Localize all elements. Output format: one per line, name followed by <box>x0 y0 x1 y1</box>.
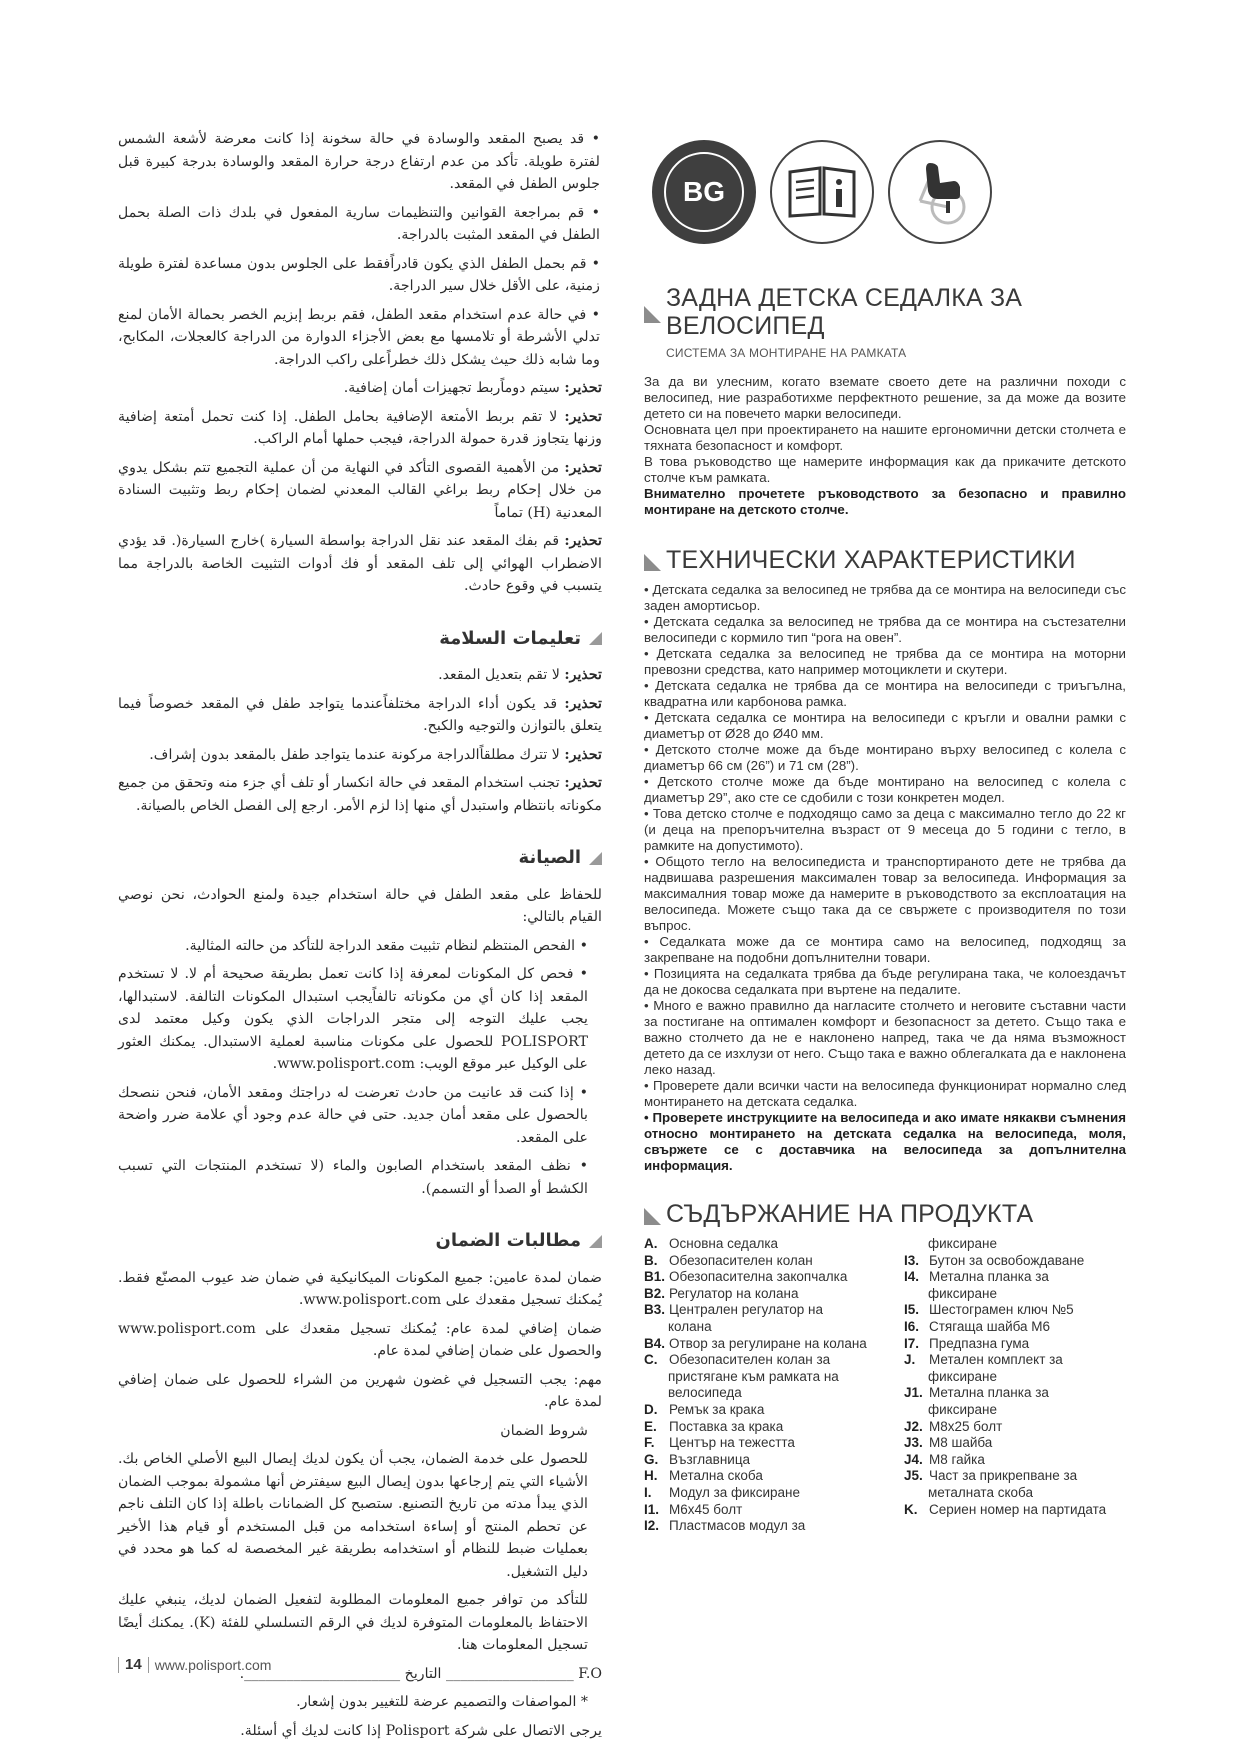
item-label: Регулатор на колана <box>669 1285 799 1301</box>
intro-text <box>644 374 1126 518</box>
item-key: G. <box>644 1451 659 1467</box>
item-key: B3. <box>644 1302 666 1318</box>
paragraph: За да ви улесним, когато вземате своето дете на различни походи с велосипед, ние разработихме перфектното решение, за да може да возите детето си на повечето марки велосипеди. <box>644 374 1126 421</box>
item-key: I7. <box>904 1335 920 1351</box>
list-item: • نظف المقعد باستخدام الصابون والماء (لا تستخدم المنتجات التي تسبب الكشط أو الصدأ أو التسمم). <box>118 1158 588 1197</box>
warning-item: تحذير: قد يكون أداء الدراجة مختلفاًعندما يتواجد طفل في المقعد خصوصاً فيما يتعلق بالتوازن والتوجيه والكبح. <box>118 695 602 734</box>
list-item: • Детската седалка се монтира на велосипеди с кръгли и овални рамки с диаметър от Ø28 до Ø40 мм. <box>644 710 1126 741</box>
item-label: Поставка за крака <box>669 1418 784 1434</box>
item-key: K. <box>904 1501 918 1517</box>
manual-info-icon <box>770 140 874 244</box>
triangle-marker-icon <box>644 1208 661 1225</box>
contents-column <box>904 1236 1124 1535</box>
footnote: * المواصفات والتصميم عرضة للتغيير بدون إشعار. <box>296 1694 588 1710</box>
list-item: • Много е важно правилно да нагласите столчето и неговите съставни части за постигане на оптимален комфорт и безопасност за детето. Също така е важно столчето да не е наклонено напред, така че да няма възможност детето да се изхлузи от него. Също така е важно облегалката да е наклонена леко назад. <box>644 998 1126 1077</box>
list-item: • Проверете дали всички части на велосипеда функционират нормално след монтирането на детската седалка. <box>644 1078 1126 1109</box>
item-key: B. <box>644 1252 658 1268</box>
item-label: фиксиране <box>928 1401 997 1417</box>
tech-list <box>644 582 1126 1174</box>
paragraph: В това ръководство ще намерите информация как да прикачите детското столче към рамката. <box>644 454 1126 485</box>
paragraph: Внимателно прочетете ръководството за безопасно и правилно монтиране на детското столче. <box>644 486 1126 517</box>
list-item: • Позицията на седалката трябва да бъде регулирана така, че колоездачът да не докосва седалката при въртене на педалите. <box>644 966 1126 997</box>
list-item: • Детската седалка не трябва да се монтира на велосипеди с триъгълна, квадратна или карбонова рамка. <box>644 678 1126 709</box>
paragraph: للحفاظ على مقعد الطفل في حالة استخدام جيدة ولمنع الحوادث، نحن نوصي القيام بالتالي: <box>118 886 602 925</box>
item-label: фиксиране <box>928 1368 997 1384</box>
contents-item <box>644 1236 888 1253</box>
list-item: • فحص كل المكونات لمعرفة إذا كانت تعمل بطريقة صحيحة أم لا. لا تستخدم المقعد إذا كان أي من مكوناته تالفاًيجب استبدال المكونات التالفة. لاستبدالها، يجب عليك التوجه إلى متجر الدراجات الذي يكون وكيل معتمد لدى POLISPORT للحصول على مكونات مناسبة لعملية الاستبدال. يمكنك العثور على الوكيل عبر موقع الويب: www.polisport.com. <box>118 966 588 1072</box>
contents-item <box>644 1385 888 1402</box>
item-key: I5. <box>904 1302 920 1318</box>
item-label: Метална планка за <box>929 1385 1049 1401</box>
list-item: • قد يصبح المقعد والوسادة في حالة سخونة إذا كانت معرضة لأشعة الشمس لفترة طويلة. تأكد من عدم ارتفاع درجة حرارة المقعد والوسادة بدرجة كبيرة قبل جلوس الطفل في المقعد. <box>118 131 600 192</box>
item-label: Предпазна гума <box>929 1335 1030 1351</box>
signature-line: F.O __________________ التاريخ ______________________. <box>239 1665 602 1682</box>
item-label: Метална планка за <box>929 1269 1049 1285</box>
list-item: • Детското столче може да бъде монтирано на велосипед с колела с диаметър 29”, ако сте се сдобили с този конкретен модел. <box>644 774 1126 805</box>
footer-url[interactable]: www.polisport.com <box>154 1656 272 1673</box>
triangle-marker-icon <box>589 632 602 645</box>
item-label: Обезопасителен колан за <box>669 1352 831 1368</box>
list-item: • قم بحمل الطفل الذي يكون قادراًفقط على الجلوس بدون مساعدة لفترة طويلة زمنية، على الأقل خلال سير الدراجة. <box>118 255 600 294</box>
item-key: J. <box>904 1352 916 1368</box>
contents-item <box>644 1419 888 1436</box>
warning-item: تحذير: تجنب استخدام المقعد في حالة انكسار أو تلف أي جزء منه وتحقق من جميع مكوناته بانتظام واستبدل أي منها إذا لزم الأمر. ارجع إلى الفصل الخاص بالصيانة. <box>118 775 602 814</box>
bike-seat-icon <box>888 140 992 244</box>
section-heading-contents: СЪДЪРЖАНИЕ НА ПРОДУКТА <box>644 1200 1126 1228</box>
list-item: • في حالة عدم استخدام مقعد الطفل، فقم بربط إبزيم الخصر بحمالة الأمان لمنع تدلي الأشرطة أو تلامسها مع بعض الأجزاء الدوارة من الدراجة كالعجلات، المكابح، وما شابه ذلك حيث يشكل ذلك خطراًعلى راكب الدراجة. <box>118 306 600 368</box>
contents-item <box>644 1352 888 1369</box>
item-label: M8 гайка <box>929 1451 985 1467</box>
item-label: Отвор за регулиране на колана <box>669 1335 867 1351</box>
contents-item <box>644 1485 888 1502</box>
arabic-column <box>118 128 602 1748</box>
item-label: Възглавница <box>669 1451 751 1467</box>
contents-item <box>644 1336 888 1353</box>
contents-item <box>644 1269 888 1286</box>
page-subtitle: СИСТЕМА ЗА МОНТИРАНЕ НА РАМКАТА <box>666 346 907 360</box>
item-key: B2. <box>644 1285 666 1301</box>
list-item: • Седалката може да се монтира само на велосипед, подходящ за закрепване на подобни допълнителни товари. <box>644 934 1126 965</box>
contents-item <box>904 1385 1124 1402</box>
paragraph: للتأكد من توافر جميع المعلومات المطلوبة لتفعيل الضمان لديك، ينبغي عليك الاحتفاظ بالمعلومات المتوفرة لديك في الرقم التسلسلي للفئة (K). يمكنك أيضًا تسجيل المعلومات هنا. <box>118 1592 588 1653</box>
item-key: I1. <box>644 1501 660 1517</box>
item-label: Ремък за крака <box>669 1401 765 1417</box>
paragraph: للحصول على خدمة الضمان، يجب أن يكون لديك إيصال البيع الأصلي الخاص بك. الأشياء التي يتم إرجاعها بدون إيصال البيع سيفترض أنها مشمولة بموجب الضمان الذي يبدأ مدته من تاريخ التصنيع. ستصبح كل الضمانات باطلة إذا كان التلف ناجم عن تحطم المنتج أو إساءة استخدامه من قبل المستخدم أو قيام هذا الأخير بعمليات ضبط للنظام أو استخدامه بطريقة غير المخصصة له كما هو محدد في دليل التشغيل. <box>118 1451 588 1580</box>
contents-item <box>644 1435 888 1452</box>
contents-item <box>644 1302 888 1319</box>
item-label: Обезопасителна закопчалка <box>669 1269 848 1285</box>
warning-item: تحذير: سيتم دوماًربط تجهيزات أمان إضافية. <box>343 380 602 396</box>
contents-item <box>904 1253 1124 1270</box>
list-item: • الفحص المنتظم لنظام تثبيت مقعد الدراجة للتأكد من حالته المثالية. <box>185 937 588 954</box>
contents-column <box>644 1236 888 1535</box>
item-key: I3. <box>904 1252 920 1268</box>
page-number: 14 <box>125 1656 142 1673</box>
contents-item <box>904 1435 1124 1452</box>
item-key: J1. <box>904 1385 923 1401</box>
item-label: металната скоба <box>928 1484 1033 1500</box>
item-key: J2. <box>904 1418 923 1434</box>
list-item: • قم بمراجعة القوانين والتنظيمات سارية المفعول في بلدك ذات الصلة بحمل الطفل في المقعد المثبت بالدراجة. <box>118 204 600 243</box>
list-item: • Детската седалка за велосипед не трябва да се монтира на моторни превозни средства, като например мотоциклети и скутери. <box>644 646 1126 677</box>
item-label: Стягаща шайба M6 <box>929 1318 1051 1334</box>
contents-item <box>644 1402 888 1419</box>
contact-note: يرجى الاتصال على شركة Polisport إذا كانت لديك أي أسئلة. <box>240 1722 602 1739</box>
item-key: I2. <box>644 1518 660 1534</box>
contents-list <box>644 1236 1126 1535</box>
item-label: M8 шайба <box>929 1435 993 1451</box>
section-heading-maintenance: الصيانة <box>118 847 602 870</box>
item-label: Централен регулатор на <box>669 1302 823 1318</box>
contents-item <box>904 1369 1124 1386</box>
item-key: J5. <box>904 1468 923 1484</box>
contents-item <box>904 1452 1124 1469</box>
list-item: • Проверете инструкциите на велосипеда и ако имате някакви съмнения относно монтирането на детската седалка на велосипеда, моля, свържете се с доставчика на велосипеда за допълнителна информация. <box>644 1110 1126 1173</box>
warning-item: تحذير: قم بفك المقعد عند نقل الدراجة بواسطة السيارة )خارج السيارة(. قد يؤدي الاضطراب الهوائي إلى تلف المقعد أو فك أدوات التثبيت الخاصة بالدراجة مما يتسبب في وقوع حادث. <box>118 533 602 594</box>
paragraph: شروط الضمان <box>500 1422 588 1439</box>
triangle-marker-icon <box>589 852 602 865</box>
section-heading-tech: ТЕХНИЧЕСКИ ХАРАКТЕРИСТИКИ <box>644 546 1126 574</box>
page-title: ЗАДНА ДЕТСКА СЕДАЛКА ЗА ВЕЛОСИПЕД <box>644 284 1126 340</box>
item-label: Бутон за освобождаване <box>929 1252 1085 1268</box>
list-item: • Детското столче може да бъде монтирано върху велосипед с колела с диаметър 66 см (26”) и 71 см (28”). <box>644 742 1126 773</box>
paragraph: ضمان لمدة عامين: جميع المكونات الميكانيكية في ضمان ضد عيوب المصنّع فقط. يُمكنك تسجيل مقعدك على www.polisport.com. <box>118 1269 602 1308</box>
contents-item <box>904 1402 1124 1419</box>
divider <box>118 1657 119 1673</box>
item-label: Шестограмен ключ №5 <box>929 1302 1074 1318</box>
item-label: колана <box>668 1318 712 1334</box>
item-label: пристягане към рамката на <box>668 1368 839 1384</box>
item-label: Пластмасов модул за <box>669 1518 806 1534</box>
contents-item <box>904 1236 1124 1253</box>
item-key: I6. <box>904 1318 920 1334</box>
item-key: J3. <box>904 1435 923 1451</box>
contents-item <box>904 1352 1124 1369</box>
contents-item <box>904 1286 1124 1303</box>
paragraph: مهم: يجب التسجيل في غضون شهرين من الشراء للحصول على ضمان إضافي لمدة عام. <box>118 1371 602 1410</box>
triangle-marker-icon <box>644 306 661 323</box>
contents-item <box>904 1336 1124 1353</box>
warning-item: تحذير: لا تترك مطلقاًالدراجة مركونة عندما يتواجد طفل بالمقعد بدون إشراف. <box>149 746 602 763</box>
item-key: D. <box>644 1401 658 1417</box>
page-footer <box>118 1656 271 1673</box>
item-label: Модул за фиксиране <box>669 1484 800 1500</box>
item-label: велосипеда <box>668 1385 742 1401</box>
list-item: • Общото тегло на велосипедиста и транспортираното дете не трябва да надвишава разрешения максимален товар за велосипеда. Информация за максималния товар може да намерите в ръководството за експлоатация на велосипеда. Можете също така да се свържете с производителя по този въпрос. <box>644 854 1126 933</box>
bulgarian-column <box>644 140 1126 1535</box>
item-key: A. <box>644 1236 658 1251</box>
item-label: фиксиране <box>928 1236 997 1251</box>
contents-item <box>644 1468 888 1485</box>
item-key: J4. <box>904 1451 923 1467</box>
list-item: • Детската седалка за велосипед не трябва да се монтира на велосипеди със заден амортисьор. <box>644 582 1126 613</box>
item-label: M6x45 болт <box>669 1501 743 1517</box>
triangle-marker-icon <box>644 554 661 571</box>
item-label: Обезопасителен колан <box>669 1252 813 1268</box>
list-item: • Детската седалка за велосипед не трябва да се монтира на състезателни велосипеди с кормило тип “рога на овен”. <box>644 614 1126 645</box>
icon-row <box>652 140 1126 244</box>
item-label: Метален комплект за <box>929 1352 1063 1368</box>
warning-item: تحذير: لا تقم بتعديل المقعد. <box>438 667 602 683</box>
contents-item <box>644 1253 888 1270</box>
section-heading-warranty: مطالبات الضمان <box>118 1230 602 1253</box>
paragraph: Основната цел при проектирането на нашите ергономични детски столчета е тяхната безопасност и комфорт. <box>644 422 1126 453</box>
list-item: • إذا كنت قد عانيت من حادث تعرضت له دراجتك ومقعد الأمان، فنحن ننصحك بالحصول على مقعد أمان جديد. حتى في حالة عدم وجود أي علامة ضرر واضحة على المقعد. <box>118 1084 588 1146</box>
contents-item <box>904 1468 1124 1485</box>
item-key: B1. <box>644 1269 666 1285</box>
item-label: Основна седалка <box>669 1236 779 1251</box>
item-key: F. <box>644 1435 655 1451</box>
triangle-marker-icon <box>589 1235 602 1248</box>
item-label: Сериен номер на партидата <box>929 1501 1107 1517</box>
language-code: BG <box>664 152 744 232</box>
contents-item <box>644 1502 888 1519</box>
item-key: B4. <box>644 1335 666 1351</box>
item-key: I4. <box>904 1269 920 1285</box>
divider <box>148 1657 149 1673</box>
item-key: H. <box>644 1468 658 1484</box>
warning-item: تحذير: من الأهمية القصوى التأكد في النهاية من أن عملية التجميع تتم بشكل يدوي من خلال إحكام ربط براغي القالب المعدني لضمان إحكام ربط وتثبيت السنادة المعدنية (H) تماماً <box>118 459 602 521</box>
item-label: Център на тежестта <box>669 1435 795 1451</box>
contents-item <box>644 1452 888 1469</box>
contents-item <box>904 1419 1124 1436</box>
item-label: Метална скоба <box>669 1468 763 1484</box>
contents-item <box>904 1269 1124 1286</box>
contents-item <box>644 1518 888 1535</box>
item-key: C. <box>644 1352 658 1368</box>
warning-item: تحذير: لا تقم بربط الأمتعة الإضافية بحامل الطفل. إذا كنت تحمل أمتعة إضافية وزنها يتجاوز قدرة حمولة الدراجة، فيجب حملها أمام الراكب. <box>118 408 602 447</box>
item-label: M8x25 болт <box>929 1418 1003 1434</box>
contents-item <box>904 1319 1124 1336</box>
contents-item <box>644 1319 888 1336</box>
item-key: E. <box>644 1418 657 1434</box>
section-heading-safety: تعليمات السلامة <box>118 628 602 651</box>
language-badge <box>652 140 756 244</box>
item-key: I. <box>644 1484 652 1500</box>
contents-item <box>644 1286 888 1303</box>
list-item: • Това детско столче е подходящо само за деца с максимално тегло до 22 кг (и деца на препоръчителна възраст от 9 месеца до 5 години с тегло, в рамките на допустимото). <box>644 806 1126 853</box>
contents-item <box>644 1369 888 1386</box>
contents-item <box>904 1485 1124 1502</box>
item-label: фиксиране <box>928 1285 997 1301</box>
contents-item <box>904 1502 1124 1519</box>
paragraph: ضمان إضافي لمدة عام: يُمكنك تسجيل مقعدك على www.polisport.com والحصول على ضمان إضافي لمدة عام. <box>118 1320 602 1359</box>
contents-item <box>904 1302 1124 1319</box>
item-label: Част за прикрепване за <box>929 1468 1078 1484</box>
